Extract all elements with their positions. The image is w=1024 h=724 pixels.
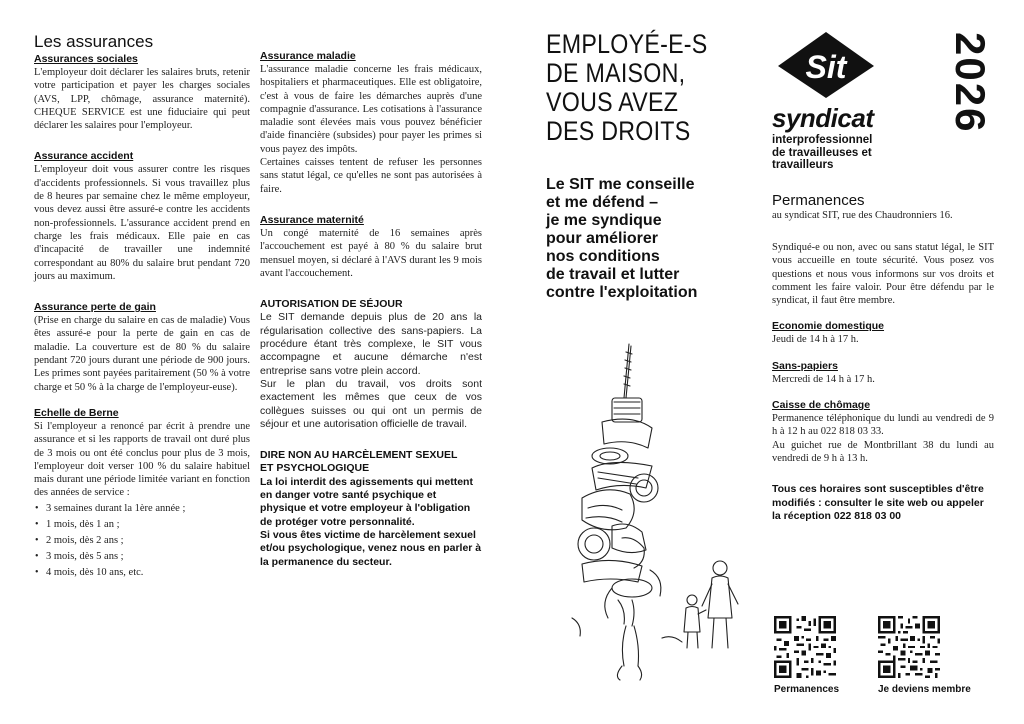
list-item: • 3 semaines durant la 1ère année ; <box>34 501 250 517</box>
permanences-block <box>772 192 994 523</box>
year-label <box>938 32 998 182</box>
maternity-insurance-title: Assurance maternité <box>260 213 364 226</box>
tagline-line: Le SIT me conseille <box>546 176 695 193</box>
svg-text:Sit: Sit <box>805 49 847 85</box>
berne-scale-list <box>34 501 250 581</box>
berne-scale-title: Echelle de Berne <box>34 406 119 419</box>
permanences-title: Permanences <box>772 192 865 209</box>
list-item: • 2 mois, dès 2 ans ; <box>34 533 250 549</box>
accident-insurance-text: L'employeur doit vous assurer contre les risques d'accidents professionnels. Si vous travaillez plus de 8 heures par semaine chez le même employeur, vous devez aussi être assuré-e contre les accidents non-professionnels. L'assurance accident prend en charge les frais médicaux. Elle paie en cas d'incapacité de travailler une indemnité correspondant au 80% du salaire brut pendant 720 jours au maximum. <box>34 164 250 282</box>
qr-label-membership: Je deviens membre <box>878 684 971 695</box>
cover-title-line: DE MAISON, <box>546 58 686 88</box>
brand-subtitle-line: de travailleuses et <box>772 146 872 159</box>
harassment-title: DIRE NON AU HARCÈLEMENT SEXUEL <box>260 449 458 462</box>
list-item: • 1 mois, dès 1 an ; <box>34 517 250 533</box>
tagline-line: contre l'exploitation <box>546 284 698 301</box>
list-item: • 3 mois, dès 5 ans ; <box>34 549 250 565</box>
cover-title <box>546 30 757 146</box>
sit-logo-icon <box>776 30 876 100</box>
undocumented-hours: Mercredi de 14 h à 17 h. <box>772 373 875 385</box>
section-heading: Les assurances <box>34 32 154 51</box>
brand-subtitle <box>772 134 922 172</box>
residence-permit-title: AUTORISATION DE SÉJOUR <box>260 298 403 311</box>
cover-title-line: DES DROITS <box>546 116 691 146</box>
brand-subtitle-line: interprofessionnel <box>772 134 873 146</box>
brand-name: syndicat <box>772 103 874 133</box>
column-cover <box>546 30 756 302</box>
berne-scale-text: Si l'employeur a renoncé par écrit à prendre une assurance et si les rapports de travail ont duré plus de 3 mois ou ont été conclus pour plus de 3 mois, l'employeur doit verser 100 % du salaire habituel mais durant une période limitée variant en fonction des années de service : <box>34 420 250 499</box>
domestic-economy-hours: Jeudi de 14 h à 17 h. <box>772 334 859 346</box>
domestic-economy-title: Economie domestique <box>772 320 885 333</box>
harassment-text: La loi interdit des agissements qui mettent en danger votre santé psychique et physique et votre employeur à l'obligation de protéger votre personnalité. <box>260 475 473 528</box>
permanences-text: Syndiqué-e ou non, avec ou sans statut légal, le SIT vous accueille en toute sécurité. Vous posez vos questions et nous vous informons sur vos droits et comment les faire valoir. Pour être défendu par le syndicat, il faut être membre. <box>772 242 994 307</box>
cover-title-line: VOUS AVEZ <box>546 87 679 117</box>
social-insurance-title: Assurances sociales <box>34 53 138 65</box>
harassment-title-2: ET PSYCHOLOGIQUE <box>260 462 370 475</box>
accident-insurance-title: Assurance accident <box>34 150 134 163</box>
harassment-text-2: Si vous êtes victime de harcèlement sexuel et/ou psychologique, venez nous en parler à la permanence du secteur. <box>260 528 482 568</box>
tagline-line: de travail et lutter <box>546 266 680 283</box>
brand-subtitle-line: travailleurs <box>772 159 834 171</box>
column-maladie-sejour <box>260 50 482 569</box>
health-insurance-title: Assurance maladie <box>260 50 356 62</box>
social-insurance-text: L'employeur doit déclarer les salaires bruts, retenir votre participation et payer les charges sociales (AVS, LPP, chômage, assurance maternité). CHEQUE SERVICE est une fiduciaire qui peut déclarer les salaires pour l'employeur. <box>34 67 250 132</box>
permanences-address: au syndicat SIT, rue des Chaudronniers 16. <box>772 210 953 221</box>
undocumented-title: Sans-papiers <box>772 359 838 372</box>
residence-permit-text: Le SIT demande depuis plus de 20 ans la régularisation collective des sans-papiers. La procédure étant très complexe, le SIT vous accompagne et aucune démarche n'est entreprise sans votre plein accord. <box>260 311 482 377</box>
year-text: 2026 <box>947 32 994 134</box>
tagline-line: nos conditions <box>546 248 660 265</box>
health-insurance-text-2: Certaines caisses tentent de refuser les personnes sans statut légal, ce qu'elles ne sont pas autorisées à faire. <box>260 157 482 195</box>
illustration-household-burden <box>552 338 752 698</box>
sit-logo-block <box>772 30 922 172</box>
health-insurance-text: L'assurance maladie concerne les frais médicaux, hospitaliers et pharmaceutiques. Elle est obligatoire, c'est à vous de faire les démarches auprès d'une compagnie d'assurance. Les cotisations à l'assurance maladie sont élevées mais vous pouvez bénéficier d'aide financière (subsides) pour payer les primes si vous payez des impôts. <box>260 64 482 155</box>
qr-label-permanences: Permanences <box>774 684 840 695</box>
tagline-line: et me défend – <box>546 194 659 211</box>
cover-tagline <box>546 176 756 302</box>
residence-permit-text-2: Sur le plan du travail, vos droits sont exactement les mêmes que ceux de vos collègues suisses ou qui ont un permis de séjour et une autorisation officielle de travail. <box>260 377 482 430</box>
income-loss-text: (Prise en charge du salaire en cas de maladie) Vous êtes assuré-e pour la perte de gain en cas de maladie. La couverture est de 80 % du salaire pendant 720 jours durant une période de 900 jours. Les primes sont payées paritairement (50 % à votre charge et 50 % à la charge de l'employeur-euse). <box>34 315 250 393</box>
qr-code-permanences-icon[interactable] <box>774 616 836 678</box>
unemployment-phone: Permanence téléphonique du lundi au vendredi de 9 h à 12 h au 022 818 03 33. <box>772 413 994 438</box>
unemployment-counter: Au guichet rue de Montbrillant 38 du lundi au vendredi de 9 h à 13 h. <box>772 439 994 464</box>
maternity-insurance-text: Un congé maternité de 16 semaines après l'accouchement est payé à 80 % du salaire brut mensuel moyen, si déclaré à l'AVS durant les 9 mois avant l'accouchement. <box>260 227 482 279</box>
qr-code-membership-icon[interactable] <box>878 616 940 678</box>
tagline-line: pour améliorer <box>546 230 659 247</box>
schedule-note: Tous ces horaires sont susceptibles d'être modifiés : consulter le site web ou appeler la réception 022 818 03 00 <box>772 483 984 522</box>
income-loss-title: Assurance perte de gain <box>34 301 156 314</box>
unemployment-title: Caisse de chômage <box>772 399 871 412</box>
list-item: • 4 mois, dès 10 ans, etc. <box>34 565 250 581</box>
tagline-line: je me syndique <box>546 212 662 229</box>
column-assurances <box>34 32 250 581</box>
cover-title-line: EMPLOYÉ-E-S <box>546 29 708 59</box>
